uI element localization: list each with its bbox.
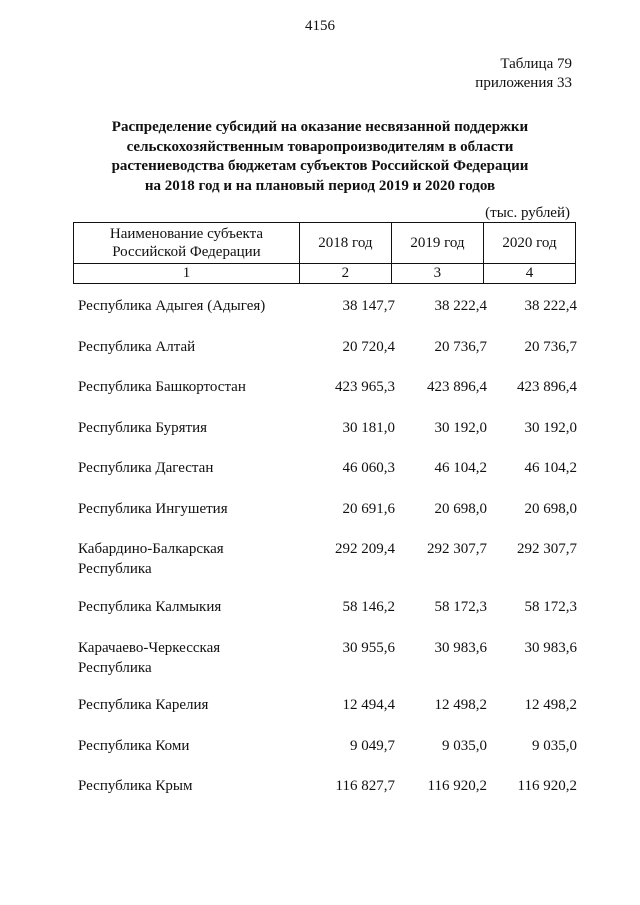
- value-2019: 9 035,0: [442, 738, 487, 754]
- value-2020: 423 896,4: [517, 379, 577, 395]
- table-row: [78, 638, 578, 695]
- value-2019: 20 736,7: [434, 339, 487, 355]
- title-line: сельскохозяйственным товаропроизводителям в области: [126, 138, 514, 155]
- title-line: Распределение субсидий на оказание несвязанной поддержки: [111, 119, 529, 135]
- subject-name-line: Карачаево-Черкесская: [78, 640, 221, 656]
- value-2020: 20 698,0: [524, 501, 577, 517]
- table-header: [73, 222, 576, 284]
- value-2020: 46 104,2: [524, 460, 577, 476]
- value-2020: 20 736,7: [524, 339, 577, 355]
- value-2019: 46 104,2: [434, 460, 487, 476]
- value-2018: 20 720,4: [342, 339, 395, 355]
- value-2019: 38 222,4: [434, 298, 487, 314]
- value-2018: 58 146,2: [342, 599, 395, 615]
- header-2019: 2019 год: [391, 223, 483, 264]
- table-row: [78, 458, 578, 499]
- table-number: Таблица 79: [500, 56, 572, 72]
- table-row: [78, 736, 578, 776]
- table-row: [78, 499, 578, 539]
- column-number: 2: [299, 264, 391, 284]
- subject-name: Республика Крым: [78, 778, 193, 794]
- value-2020: 12 498,2: [524, 697, 577, 713]
- subject-name: [78, 638, 304, 678]
- title-line: на 2018 год и на плановый период 2019 и 2020 годов: [144, 177, 496, 194]
- subject-name: Республика Башкортостан: [78, 379, 246, 395]
- subject-name: Республика Коми: [78, 738, 190, 754]
- value-2019: 116 920,2: [427, 778, 487, 794]
- value-2018: 423 965,3: [335, 379, 395, 395]
- value-2020: 30 192,0: [524, 420, 577, 436]
- value-2020: 292 307,7: [517, 541, 577, 557]
- subject-name: Республика Калмыкия: [78, 599, 222, 615]
- column-number: 3: [391, 264, 483, 284]
- value-2019: 30 983,6: [434, 640, 487, 656]
- column-number: 1: [74, 264, 300, 284]
- value-2020: 30 983,6: [524, 640, 577, 656]
- table-row: [78, 296, 578, 337]
- value-2020: 9 035,0: [532, 738, 577, 754]
- table-caption: [475, 55, 572, 93]
- subject-name: Республика Адыгея (Адыгея): [78, 298, 266, 314]
- value-2018: 30 955,6: [342, 640, 395, 656]
- table-row: [78, 597, 578, 638]
- subject-name-line: Республика: [78, 561, 152, 577]
- table-row: [78, 337, 578, 377]
- value-2020: 116 920,2: [517, 778, 577, 794]
- column-number-row: [74, 264, 576, 284]
- header-subject-name: [74, 223, 300, 264]
- value-2020: 38 222,4: [524, 298, 577, 314]
- subject-name-line: Республика: [78, 660, 152, 676]
- subject-name: Республика Алтай: [78, 339, 196, 355]
- document-title: [60, 118, 580, 196]
- value-2018: 20 691,6: [342, 501, 395, 517]
- appendix-number: приложения 33: [475, 75, 572, 91]
- value-2018: 292 209,4: [335, 541, 395, 557]
- value-2019: 12 498,2: [434, 697, 487, 713]
- value-2019: 58 172,3: [434, 599, 487, 615]
- value-2018: 38 147,7: [342, 298, 395, 314]
- value-2018: 12 494,4: [342, 697, 395, 713]
- table-body: [78, 296, 578, 800]
- header-text: Российской Федерации: [112, 244, 261, 260]
- units-label: (тыс. рублей): [485, 205, 570, 221]
- title-line: растениеводства бюджетам субъектов Российской Федерации: [111, 158, 529, 174]
- value-2019: 30 192,0: [434, 420, 487, 436]
- table-row: [78, 776, 578, 800]
- subject-name: Республика Дагестан: [78, 460, 214, 476]
- page-number: 4156: [305, 18, 335, 34]
- header-text: Наименование субъекта: [109, 226, 264, 242]
- value-2018: 30 181,0: [342, 420, 395, 436]
- subject-name: Республика Карелия: [78, 697, 209, 713]
- value-2019: 292 307,7: [427, 541, 487, 557]
- header-row: [74, 223, 576, 264]
- value-2018: 116 827,7: [335, 778, 395, 794]
- subject-name: [78, 539, 304, 579]
- value-2018: 9 049,7: [350, 738, 395, 754]
- value-2019: 20 698,0: [434, 501, 487, 517]
- value-2020: 58 172,3: [524, 599, 577, 615]
- value-2018: 46 060,3: [342, 460, 395, 476]
- subject-name: Республика Ингушетия: [78, 501, 228, 517]
- table-row: [78, 377, 578, 418]
- table-row: [78, 418, 578, 458]
- subject-name: Республика Бурятия: [78, 420, 208, 436]
- column-number: 4: [483, 264, 575, 284]
- table-row: [78, 695, 578, 736]
- header-2020: 2020 год: [483, 223, 575, 264]
- header-2018: 2018 год: [299, 223, 391, 264]
- subject-name-line: Кабардино-Балкарская: [78, 541, 224, 557]
- table-row: [78, 539, 578, 597]
- value-2019: 423 896,4: [427, 379, 487, 395]
